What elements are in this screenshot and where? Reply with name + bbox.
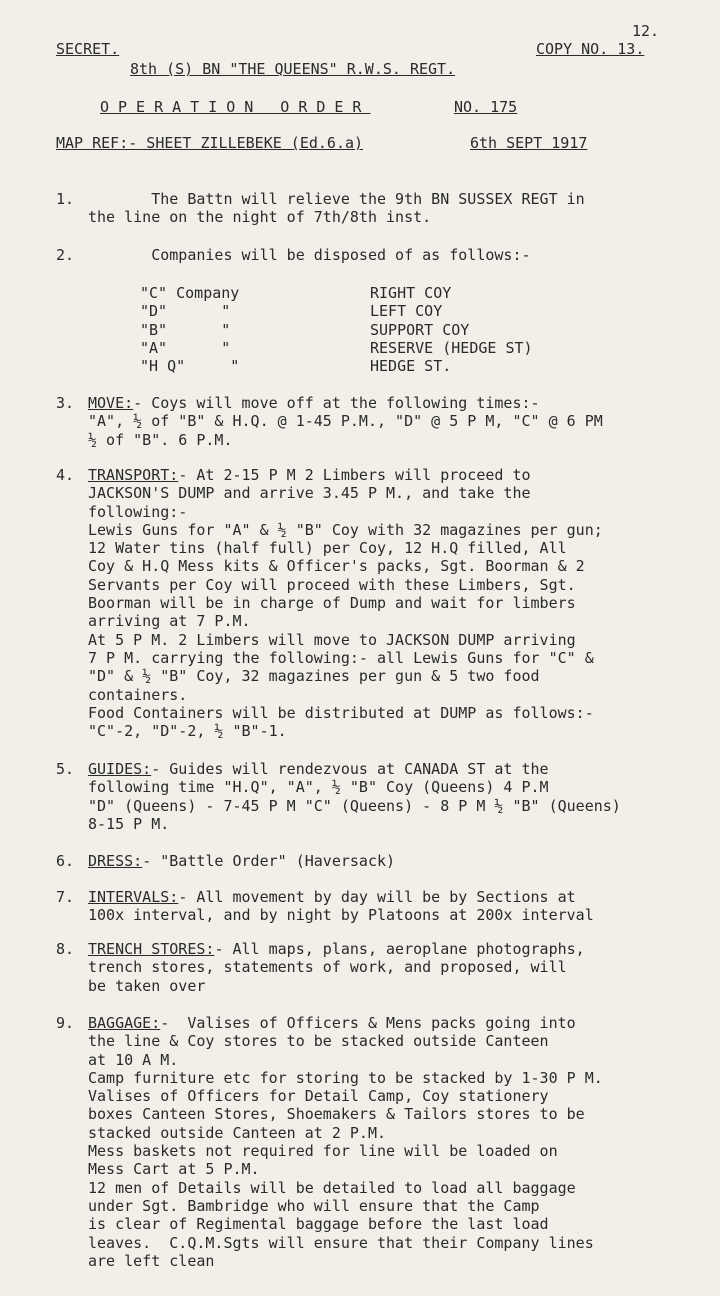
paragraph-1: The Battn will relieve the 9th BN SUSSEX REGT in the line on the night of 7th/8th inst.	[88, 190, 585, 227]
para-number: 7.	[56, 888, 75, 906]
paragraph-2: Companies will be disposed of as follows:-	[88, 246, 531, 264]
paragraph-heading: TRENCH STORES:	[88, 940, 215, 958]
para-number: 3.	[56, 394, 75, 412]
paragraph-heading: MOVE:	[88, 394, 134, 412]
paragraph-heading: TRANSPORT:	[88, 466, 179, 484]
para-number: 5.	[56, 760, 75, 778]
operation-order-title: OPERATION ORDER	[100, 98, 371, 116]
paragraph-heading: INTERVALS:	[88, 888, 179, 906]
paragraph-heading: GUIDES:	[88, 760, 152, 778]
paragraph-6: DRESS:- "Battle Order" (Haversack)	[88, 852, 396, 870]
paragraph-4: TRANSPORT:- At 2-15 P M 2 Limbers will proceed to JACKSON'S DUMP and arrive 3.45 P M., and take the following:- Lewis Guns for "A" & ½ "B" Coy with 32 magazines per gun; 12 Water tins (half full) per Coy, 12 H.Q filled, All Coy & H.Q Mess kits & Officer's packs, Sgt. Boorman & 2 Servants per Coy will proceed with these Limbers, Sgt. Boorman will be in charge of Dump and wait for limbers arriving at 7 P.M. At 5 P M. 2 Limbers will move to JACKSON DUMP arriving 7 P M. carrying the following:- all Lewis Guns for "C" & "D" & ½ "B" Coy, 32 magazines per gun & 5 two food containers. Food Containers will be distributed at DUMP as follows:- "C"-2, "D"-2, ½ "B"-1.	[88, 466, 603, 741]
page-number: 12.	[632, 22, 660, 40]
map-reference: MAP REF:- SHEET ZILLEBEKE (Ed.6.a)	[56, 134, 364, 152]
copy-number: COPY NO. 13.	[536, 40, 645, 58]
para-number: 2.	[56, 246, 75, 264]
paragraph-heading: BAGGAGE:	[88, 1014, 161, 1032]
order-date: 6th SEPT 1917	[470, 134, 588, 152]
paragraph-heading: DRESS:	[88, 852, 143, 870]
para-number: 1.	[56, 190, 75, 208]
para-number: 8.	[56, 940, 75, 958]
secret-label: SECRET.	[56, 40, 120, 58]
para-number: 6.	[56, 852, 75, 870]
paragraph-9: BAGGAGE:- Valises of Officers & Mens packs going into the line & Coy stores to be stacked outside Canteen at 10 A M. Camp furniture etc for storing to be stacked by 1-30 P M. Valises of Officers for Detail Camp, Coy stationery boxes Canteen Stores, Shoemakers & Tailors stores to be stacked outside Canteen at 2 P.M. Mess baskets not required for line will be loaded on Mess Cart at 5 P.M. 12 men of Details will be detailed to load all baggage under Sgt. Bambridge who will ensure that the Camp is clear of Regimental baggage before the last load leaves. C.Q.M.Sgts will ensure that their Company lines are left clean	[88, 1014, 603, 1270]
para-number: 4.	[56, 466, 75, 484]
company-list: "C" Company "D" " "B" " "A" " "H Q" "	[140, 284, 240, 376]
company-positions: RIGHT COY LEFT COY SUPPORT COY RESERVE (HEDGE ST) HEDGE ST.	[370, 284, 533, 376]
unit-title: 8th (S) BN "THE QUEENS" R.W.S. REGT.	[130, 60, 456, 78]
para-number: 9.	[56, 1014, 75, 1032]
paragraph-8: TRENCH STORES:- All maps, plans, aeroplane photographs, trench stores, statements of work, and proposed, will be taken over	[88, 940, 585, 995]
order-number: NO. 175	[454, 98, 518, 116]
paragraph-5: GUIDES:- Guides will rendezvous at CANADA ST at the following time "H.Q", "A", ½ "B" Coy (Queens) 4 P.M "D" (Queens) - 7-45 P M "C" (Queens) - 8 P M ½ "B" (Queens) 8-15 P M.	[88, 760, 621, 833]
paragraph-7: INTERVALS:- All movement by day will be by Sections at 100x interval, and by night by Platoons at 200x interval	[88, 888, 594, 925]
paragraph-3: MOVE:- Coys will move off at the following times:- "A", ½ of "B" & H.Q. @ 1-45 P.M., "D" @ 5 P M, "C" @ 6 PM ½ of "B". 6 P.M.	[88, 394, 603, 449]
